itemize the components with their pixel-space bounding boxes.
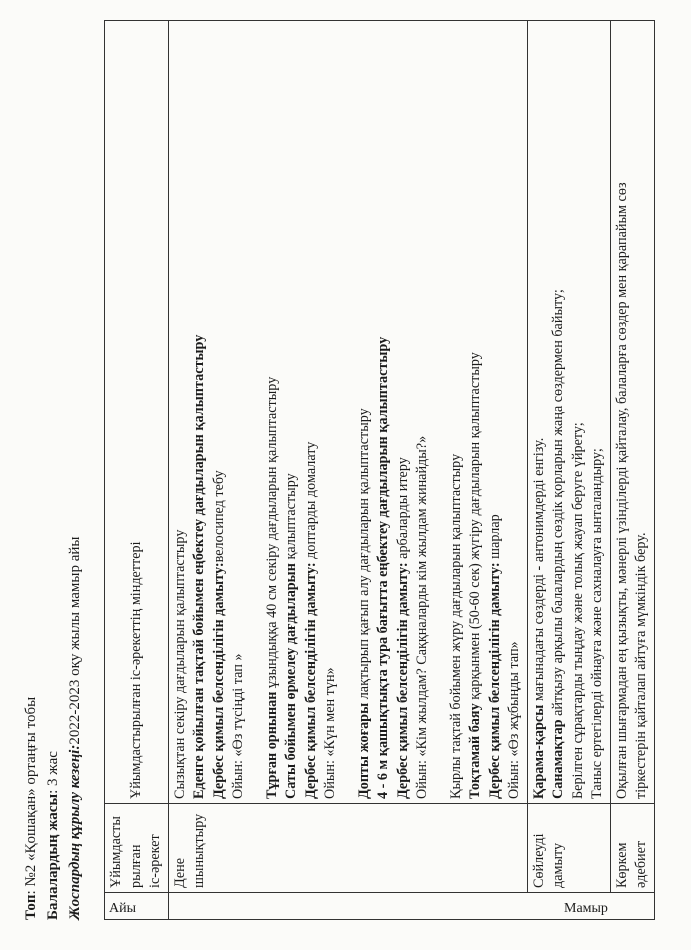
tasks-cell [527,21,610,804]
area-header-line: рылған [127,844,144,888]
task-line [466,25,486,799]
area-column-header [105,804,169,893]
task-line [613,25,633,799]
task-line [530,25,550,799]
task-text: доптарды домалату [302,441,319,563]
task-emphasis: Дербес қимыл белсенділігін дамыту: [302,562,319,799]
task-emphasis: Еденге қойылған тақтай бойымен еңбектеу дағдыларын қалыптастыру [191,334,207,799]
task-text: Сызықтан секіру дағдыларын қалыптастыру [171,529,188,799]
activity-area-line: Көркем [613,842,630,888]
plan-header [20,10,86,920]
age-line [42,10,64,920]
tasks-column-header: Ұйымдастырылған іс-әрекеттің міндеттері [105,21,169,804]
area-header-line: Ұйымдасты [108,816,124,888]
task-emphasis: Саты бойымен өрмелеу дағдыларын [283,563,299,799]
task-line [282,25,302,799]
task-emphasis: Допты жоғары [355,702,372,799]
task-line [505,25,525,799]
task-line [632,25,652,799]
task-line [355,25,375,799]
task-line [263,25,283,799]
task-line [447,25,467,799]
task-text: арбаларды итеру [394,457,411,563]
age-value: : 3 жас [45,751,61,794]
task-emphasis: 4 - 6 м қашықтықта тура бағытта еңбектеу дағдыларын қалыптастыру [375,336,391,799]
task-emphasis: Дербес қимыл белсенділігін дамыту: [210,562,227,799]
group-line [20,10,42,920]
task-text: Ойын: «Өз түсіңді тап » [230,653,246,799]
task-block [613,25,652,799]
task-text: Ойын: «Өз жұбыңды тап» [506,641,522,799]
tasks-cell [168,21,527,804]
rotated-page [20,10,649,920]
month-column-header [105,893,169,920]
task-text: ұзындыққа 40 см секіру дағдыларын қалыптастыру [263,376,280,692]
task-line [569,25,589,799]
task-line [229,25,249,799]
task-block [530,25,608,799]
task-emphasis: Дербес қимыл белсенділігін дамыту: [486,562,503,799]
task-block [355,25,433,799]
activity-area-line: Сөйлеуді [530,833,547,888]
task-line [486,25,506,799]
task-text: мағынадағы сөздерді - антонимдерді енгізу. [530,437,547,705]
task-emphasis: Тұрған орнынан [263,691,280,799]
activity-area [168,804,527,893]
task-text: тіркестерін қайталап айтуға мүмкіндік беру. [633,532,649,799]
task-text: Қырлы тақтай бойымен жүру дағдыларын қалыптастыру [447,453,464,799]
task-block [171,25,249,799]
task-line [171,25,191,799]
tasks-cell [610,21,654,804]
activity-area-line: шынықтыру [191,813,207,888]
task-emphasis: Санамақтар [550,719,566,799]
month-cell [168,893,654,920]
task-text: Оқылған шығармадан ең қызықты, мәнерлі үзінділерді қайталау, балаларға сөздер мен қарапайым сөз [613,182,630,799]
task-emphasis: Тоқтамай баяу [467,703,483,799]
task-emphasis: Дербес қимыл белсенділігін дамыту: [394,562,411,799]
task-text: велосипед тебу [210,470,227,563]
table-header-row [105,21,169,920]
task-text: қарқынмен (50-60 сек) жүгіру дағдыларын қалыптастыру [467,352,483,704]
task-text: Таныс ертегілерді ойнауға және сахналауға ынталандыру; [589,448,605,799]
task-line [549,25,569,799]
task-text: қалыптастыру [283,473,299,564]
activity-area-line: Дене [171,857,188,888]
task-text: лақтырып қағып алу дағдыларын қалыптастыру [355,408,372,703]
task-line [210,25,230,799]
age-label: Балалардың жасы [45,793,61,920]
table-row [527,21,610,920]
month-column-label: Айы [109,901,137,916]
task-line [302,25,322,799]
month-name: Мамыр [563,901,608,916]
activity-area [610,804,654,893]
task-text: Ойын: «Кім жылдам? Саққналарды кім жылдам жинайды?» [414,435,430,799]
task-text: Берілген сұрақтарды тыңдау және толық жауап беруге үйрету; [569,422,586,799]
activity-area [527,804,610,893]
task-text: шарлар [486,514,503,563]
activity-area-line: дамыту [550,842,566,888]
task-line [321,25,341,799]
task-block [447,25,525,799]
task-line [588,25,608,799]
task-block [263,25,341,799]
group-label: Топ [23,894,39,920]
table-row [168,21,527,920]
task-text: айтқызу арқылы балалардың сөздік қорларын жаңа сөздермен байыту; [550,289,566,720]
area-header-line: іс-әрекет [147,834,163,888]
task-emphasis: Қарама-қарсы [530,704,547,799]
group-value: : №2 «Қошақан» ортаңғы тобы [23,696,39,895]
task-line [413,25,433,799]
period-line [64,10,86,920]
activity-area-line: әдебиет [633,840,649,888]
task-line [394,25,414,799]
task-text: Ойын: «Күн мен түн» [322,667,338,799]
plan-table [104,20,655,920]
task-line [374,25,394,799]
table-row [610,21,654,920]
task-line [190,25,210,799]
period-value: 2022-2023 оқу жылы мамыр айы [67,536,83,745]
period-label: Жоспардың құрылу кезеңі: [67,744,83,920]
